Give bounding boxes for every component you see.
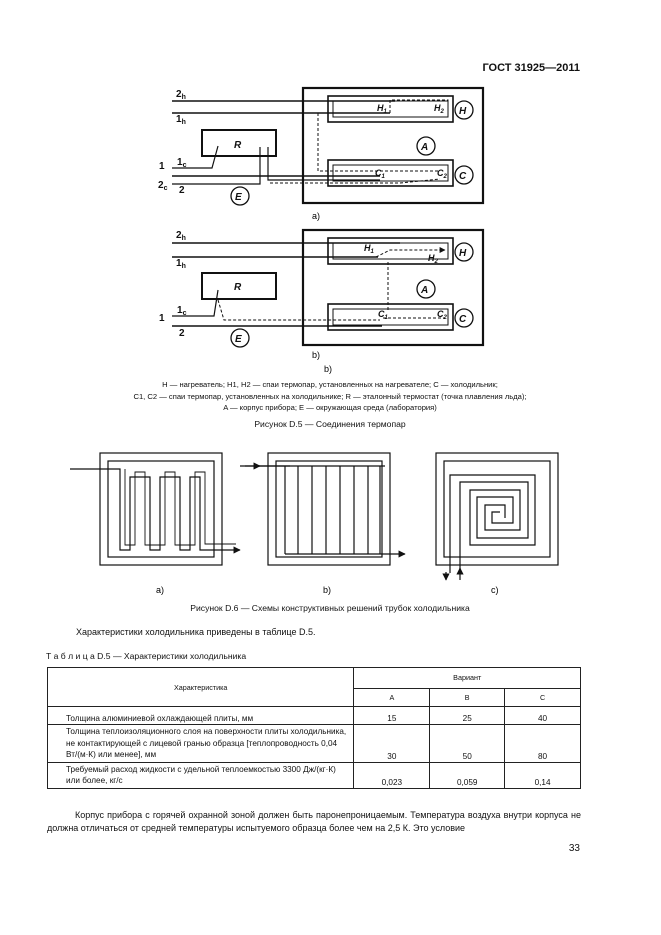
sublabel-a-d5: a) [312,211,321,221]
row-2-a: 30 [354,725,430,763]
sublabel-b-d6: b) [323,585,332,595]
label-1h-a: $1_h$ [176,114,186,126]
label-2h-b: $2_h$ [176,230,186,242]
figure-d6-caption: Рисунок D.6 — Схемы конструктивных решений трубок холодильника [190,603,470,613]
figure-d5-caption: Рисунок D.5 — Соединения термопар [254,419,406,429]
legend-line-2: С1, С2 — спаи термопар, установленных на холодильнике; R — эталонный термостат (точка плавления льда); [133,391,527,401]
label-c-b: C [459,314,467,325]
label-r-b: R [234,282,242,293]
row-2-c: 80 [505,725,581,763]
closing-paragraph: Корпус прибора с горячей охранной зоной должен быть паронепроницаемым. Температура воздуха внутри корпуса не должна отличаться от средней температуры испытуемого образца более чем на 2,5 К. Это условие [47,810,581,833]
label-2h-a: $2_h$ [176,89,186,101]
label-h-b: H [459,248,467,259]
col-header-characteristic: Характеристика [48,668,354,707]
table-row [48,707,581,725]
row-1-b: 25 [430,707,505,725]
sublabel-b-d5-repeat: b) [324,364,333,374]
label-1-a: 1 [159,161,165,172]
label-1h-b: $1_h$ [176,258,186,270]
cooler-inner-a [333,165,448,181]
plate-b-outer [268,453,390,565]
label-h2-a: $H_2$ [434,103,444,115]
variant-b-header: B [430,688,505,706]
label-2-a: 2 [179,185,185,196]
table-row [48,725,581,763]
row-3-a: 0,023 [354,762,430,788]
plate-a-outer [100,453,222,565]
row-1-c: 40 [505,707,581,725]
page-number: 33 [568,843,580,854]
label-e-b: E [235,334,242,345]
label-c1-a: $C_1$ [375,168,385,180]
diagram-b [172,230,483,347]
table-row [48,762,581,788]
row-1-a: 15 [354,707,430,725]
label-h-a: H [459,106,467,117]
variant-a-header: A [354,688,430,706]
standard-header: ГОСТ 31925—2011 [482,62,580,74]
heater-inner-a [333,101,448,117]
label-c-a: C [459,171,467,182]
label-2-b: 2 [179,328,185,339]
row-2-b: 50 [430,725,505,763]
col-header-variant: Вариант [354,668,581,689]
plate-c-outer [436,453,558,565]
label-r-a: R [234,140,242,151]
row-3-b: 0,059 [430,762,505,788]
label-1c-b: $1_c$ [177,305,187,317]
label-c2-b: $C_2$ [437,309,447,321]
cooler-plate-a [328,160,453,186]
legend-line-3: A — корпус прибора; E — окружающая среда (лаборатория) [223,403,437,412]
sublabel-c-d6: c) [491,585,499,595]
row-1-name: Толщина алюминиевой охлаждающей плиты, мм [48,707,354,725]
figure-d5-legend [30,379,630,414]
cooler-inner-b [333,309,448,325]
row-3-c: 0,14 [505,762,581,788]
plate-a-inner [108,461,214,557]
table-title: Т а б л и ц а D.5 — Характеристики холодильника [46,651,247,661]
row-3-name: Требуемый расход жидкости с удельной теплоемкостью 3300 Дж/(кг·К) или более, кг/с [48,762,354,788]
label-c1-b: $C_1$ [378,309,388,321]
figure-d6-diagram [0,440,661,610]
sublabel-a-d6: a) [156,585,165,595]
label-h2-b: $H_2$ [428,253,438,265]
label-1c-a: $1_c$ [177,157,187,169]
characteristics-table [47,667,581,789]
label-h1-a: $H_1$ [377,103,387,115]
legend-line-1: H — нагреватель; H1, H2 — спаи термопар, установленных на нагревателе; С — холодильник; [162,380,498,389]
sublabel-b-d5: b) [312,350,321,360]
label-1-b: 1 [159,313,165,324]
plate-b-inner [276,461,382,557]
label-e-a: E [235,192,242,203]
variant-c-header: C [505,688,581,706]
figure-d5-diagram [0,0,661,380]
label-a-b: A [421,285,429,296]
label-h1-b: $H_1$ [364,243,374,255]
label-a-a: A [421,142,429,153]
label-c2-a: $C_2$ [437,168,447,180]
row-2-name: Толщина теплоизоляционного слоя на поверхности плиты холодильника, не контактирующей с лицевой гранью образца [теплопроводность 0,04 Вт/(м·К) или менее], мм [48,725,354,763]
intro-paragraph: Характеристики холодильника приведены в таблице D.5. [76,627,316,637]
label-2c-a: $2_c$ [158,180,168,192]
